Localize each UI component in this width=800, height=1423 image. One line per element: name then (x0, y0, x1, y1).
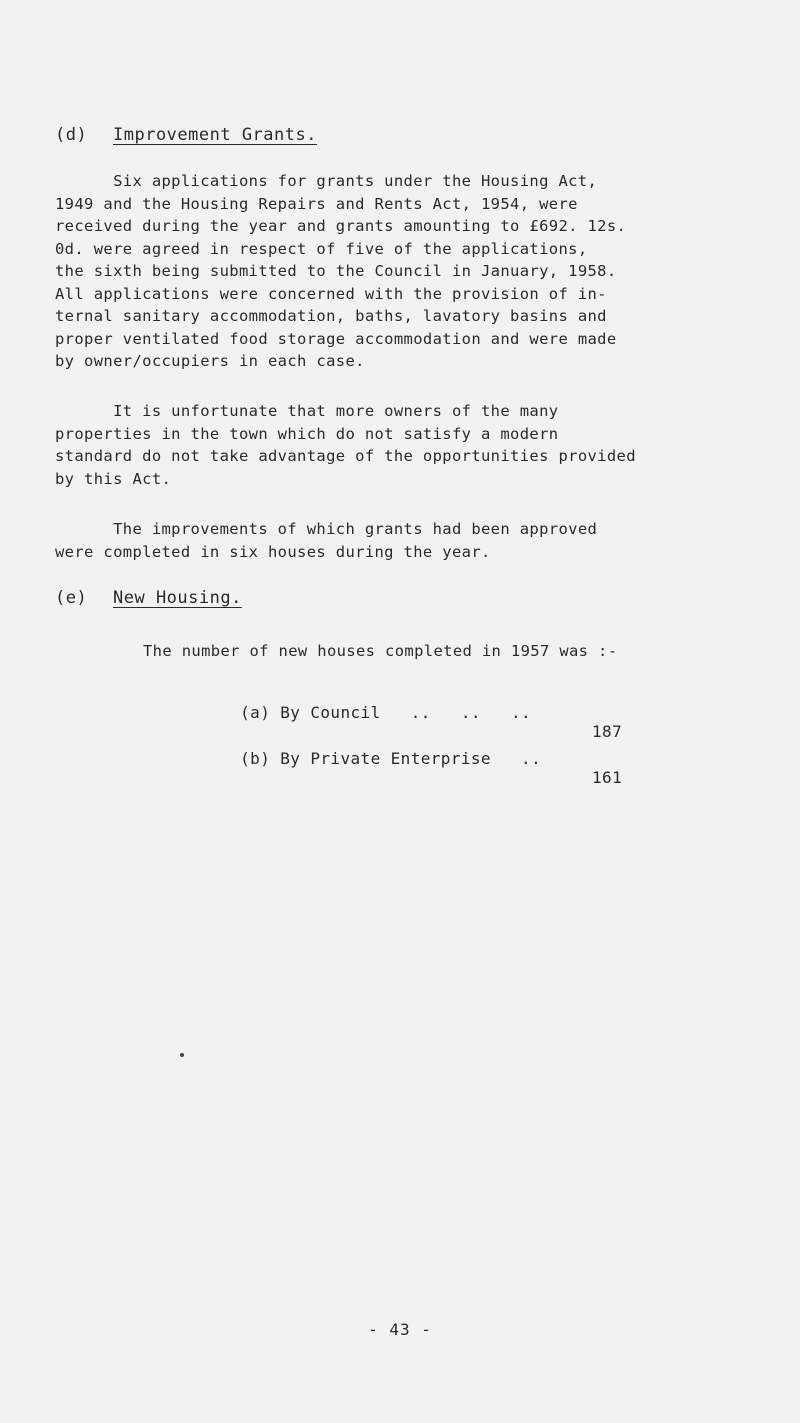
text-line: by owner/occupiers in each case. (55, 352, 365, 370)
text-line: 0d. were agreed in respect of five of the applications, (55, 239, 588, 258)
section-e-letter: (e) (55, 588, 88, 608)
paragraph-grants (55, 170, 790, 373)
text-line: 1949 and the Housing Repairs and Rents Act, 1954, were (55, 194, 578, 213)
paragraph-owners (55, 400, 790, 490)
housing-list-label: (a) By Council .. .. .. (240, 703, 532, 722)
housing-list-value: 161 (592, 768, 623, 787)
text-line: It is unfortunate that more owners of the many (55, 402, 559, 420)
text-line: properties in the town which do not satisfy a modern (55, 424, 559, 443)
paragraph-new-houses (143, 640, 783, 663)
housing-list-item (200, 730, 800, 806)
text-line: Six applications for grants under the Housing Act, (55, 172, 598, 190)
text-line: standard do not take advantage of the opportunities provided (55, 447, 636, 465)
text-line: The improvements of which grants had been approved (55, 520, 598, 538)
paragraph-improvements (55, 518, 790, 563)
page-number: - 43 - (368, 1320, 432, 1339)
housing-list-value: 187 (592, 722, 623, 741)
housing-list-label: (b) By Private Enterprise .. (240, 749, 542, 768)
text-line: by this Act. (55, 469, 172, 488)
text-line: All applications were concerned with the provision of in- (55, 284, 607, 303)
text-line: ternal sanitary accommodation, baths, lavatory basins and (55, 307, 607, 325)
section-e-heading (55, 588, 242, 608)
text-line: the sixth being submitted to the Council in January, 1958. (55, 262, 617, 280)
section-d-title: Improvement Grants. (113, 125, 317, 145)
text-line: proper ventilated food storage accommodation and were made (55, 329, 617, 348)
text-line: The number of new houses completed in 1957 was :- (143, 642, 618, 660)
section-d-letter: (d) (55, 125, 88, 145)
section-e-title: New Housing. (113, 588, 242, 608)
text-line: were completed in six houses during the year. (55, 542, 491, 561)
stray-mark (180, 1053, 184, 1057)
section-d-heading (55, 125, 317, 145)
text-line: received during the year and grants amounting to £692. 12s. (55, 217, 627, 235)
